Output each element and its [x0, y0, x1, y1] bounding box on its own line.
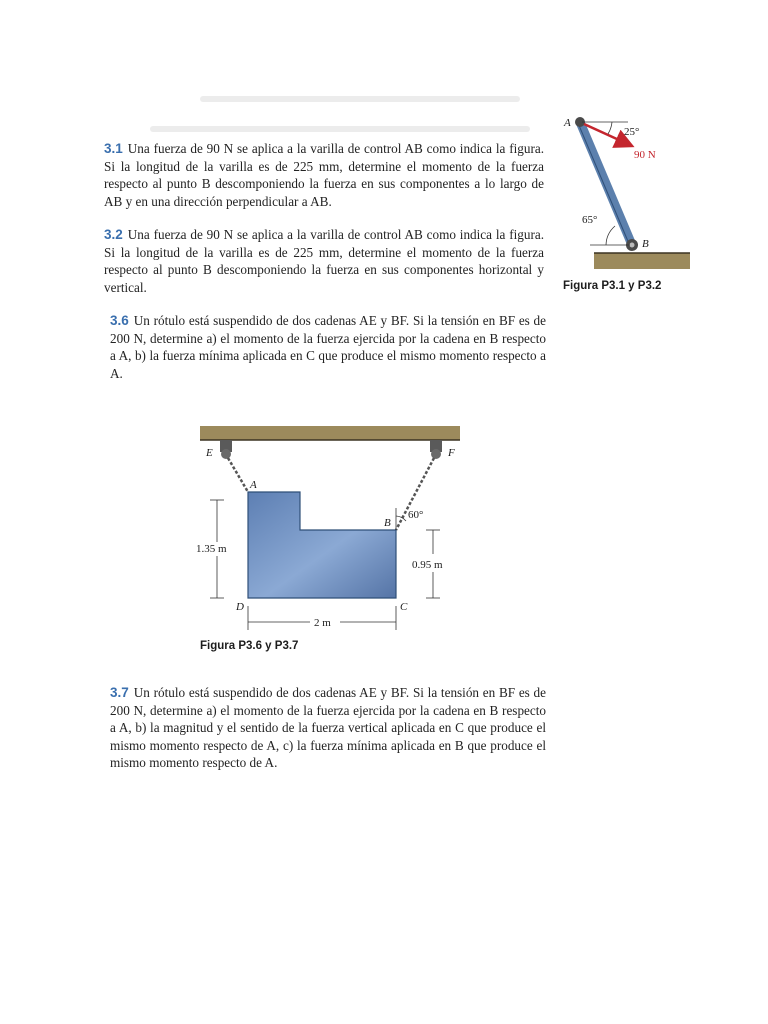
- problem-3-7: [110, 684, 546, 772]
- problem-3-1: [104, 140, 544, 210]
- sign-figure: [190, 422, 470, 640]
- figure-caption-sign: Figura P3.6 y P3.7: [200, 640, 299, 652]
- ground-block: [594, 253, 690, 269]
- sign-body: [248, 492, 396, 598]
- figure-caption-rod: Figura P3.1 y P3.2: [563, 280, 662, 292]
- label-a: A: [564, 117, 571, 129]
- problem-text: Una fuerza de 90 N se aplica a la varilla de control AB como indica la figura. Si la longitud de la varilla es de 225 mm, determine el momento de la fuerza respecto al punto B descomponiendo la fuerza en sus componentes horizontal y vertical.: [104, 227, 544, 295]
- label-width: 2 m: [314, 617, 331, 629]
- label-b: B: [642, 238, 649, 250]
- label-height-right: 0.95 m: [412, 559, 443, 571]
- problem-number: 3.1: [104, 141, 123, 156]
- label-b: B: [384, 517, 391, 529]
- label-angle-60: 60°: [408, 509, 424, 521]
- chain-ae: [228, 458, 248, 492]
- problem-text: Un rótulo está suspendido de dos cadenas AE y BF. Si la tensión en BF es de 200 N, determine a) el momento de la fuerza ejercida por la cadena en B respecto a A, b) la fuerza mínima aplicada en C que produce el mismo momento respecto a A.: [110, 313, 546, 381]
- label-angle-65: 65°: [582, 214, 598, 226]
- label-c: C: [400, 601, 408, 613]
- problem-3-2: [104, 226, 544, 296]
- label-f: F: [448, 447, 455, 459]
- problem-3-6: [110, 312, 546, 382]
- label-height-left: 1.35 m: [196, 543, 227, 555]
- problem-number: 3.6: [110, 313, 129, 328]
- ring-f: [431, 449, 441, 459]
- problem-text: Un rótulo está suspendido de dos cadenas AE y BF. Si la tensión en BF es de 200 N, determine a) el momento de la fuerza ejercida por la cadena en B respecto a A, b) la magnitud y el sentido de la fuerza vertical aplicada en C que produce el mismo momento respecto de A, c) la fuerza mínima aplicada en B que produce el mismo momento respecto de A.: [110, 685, 546, 771]
- label-e: E: [206, 447, 213, 459]
- ring-e: [221, 449, 231, 459]
- label-a: A: [250, 479, 257, 491]
- label-force: 90 N: [634, 149, 656, 161]
- ceiling-beam: [200, 426, 460, 440]
- problem-number: 3.2: [104, 227, 123, 242]
- angle-arc-25: [608, 122, 612, 134]
- show-through-line: [200, 96, 520, 102]
- angle-arc-65: [606, 226, 615, 245]
- label-d: D: [236, 601, 244, 613]
- problem-number: 3.7: [110, 685, 129, 700]
- show-through-line: [150, 126, 530, 132]
- label-angle-25: 25°: [624, 126, 640, 138]
- rod-figure: [550, 105, 690, 275]
- problem-text: Una fuerza de 90 N se aplica a la varilla de control AB como indica la figura. Si la longitud de la varilla es de 225 mm, determine el momento de la fuerza respecto al punto B descomponiendo la fuerza en sus componentes a lo largo de AB y en una dirección perpendicular a AB.: [104, 141, 544, 209]
- control-rod: [580, 122, 632, 245]
- pivot-b-inner: [630, 243, 635, 248]
